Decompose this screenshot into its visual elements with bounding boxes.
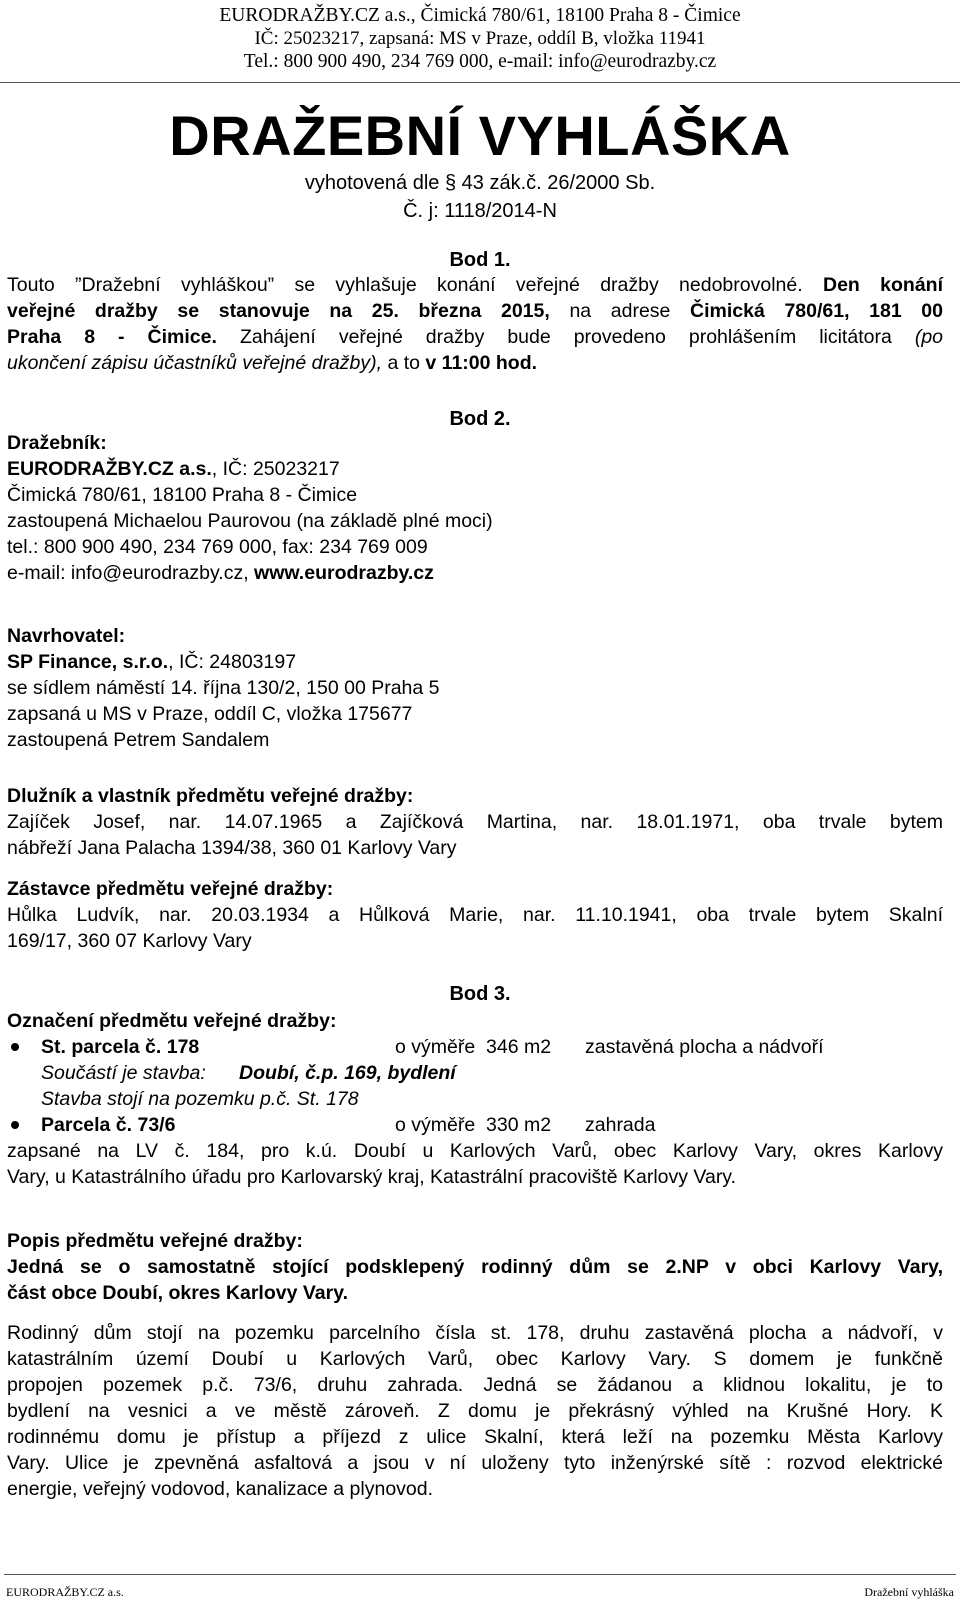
proposer-seat: se sídlem náměstí 14. října 130/2, 150 00 Praha 5 bbox=[7, 677, 440, 699]
proposer-block bbox=[7, 623, 943, 753]
auctioneer-website-link[interactable]: www.eurodrazby.cz bbox=[254, 562, 434, 584]
description-line-5: rodinnému domu je přístup a příjezd z ulice Skalní, která leží na pozemku Města Karlovy bbox=[7, 1426, 943, 1448]
section-heading-bod3: Bod 3. bbox=[449, 983, 511, 1005]
proposer-registration: zapsaná u MS v Praze, oddíl C, vložka 175677 bbox=[7, 703, 413, 725]
bod1-line-2: veřejné dražby se stanovuje na 25. března 2015, na adrese Čimická 780/61, 181 00 bbox=[7, 300, 943, 322]
footer-document-name: Dražební vyhláška bbox=[864, 1585, 954, 1599]
description-line-1: Rodinný dům stojí na pozemku parcelního čísla st. 178, druhu zastavěná plocha a nádvoří, v bbox=[7, 1322, 943, 1344]
debtor-line-1: Zajíček Josef, nar. 14.07.1965 a Zajíčková Martina, nar. 18.01.1971, oba trvale bytem bbox=[7, 811, 943, 833]
footer-company: EURODRAŽBY.CZ a.s. bbox=[6, 1585, 124, 1599]
description-summary-line-2: část obce Doubí, okres Karlovy Vary. bbox=[7, 1282, 349, 1304]
parcel-1-type: zastavěná plocha a nádvoří bbox=[585, 1036, 824, 1058]
section-bod1 bbox=[7, 272, 943, 376]
debtor-block bbox=[7, 783, 943, 861]
parcel-2-area: o výměře 330 m2 bbox=[395, 1114, 552, 1136]
description-block bbox=[7, 1228, 943, 1306]
page-footer bbox=[4, 1574, 956, 1599]
page-title: DRAŽEBNÍ VYHLÁŠKA bbox=[169, 104, 791, 167]
bod1-line-3: Praha 8 - Čimice. Zahájení veřejné dražby bude provedeno prohlášením licitátora (po bbox=[7, 326, 944, 348]
parcel-1-stands-on: Stavba stojí na pozemku p.č. St. 178 bbox=[41, 1088, 359, 1110]
auctioneer-name-line: EURODRAŽBY.CZ a.s., IČ: 25023217 bbox=[7, 458, 340, 480]
parcel-1-component: Součástí je stavba: Doubí, č.p. 169, bydlení bbox=[41, 1062, 456, 1084]
auctioneer-phone: tel.: 800 900 490, 234 769 000, fax: 234 769 009 bbox=[7, 536, 428, 558]
section-heading-bod2: Bod 2. bbox=[449, 408, 511, 430]
bod1-line-1: Touto ”Dražební vyhláškou” se vyhlašuje konání veřejné dražby nedobrovolné. Den konání bbox=[7, 274, 943, 296]
debtor-line-2: nábřeží Jana Palacha 1394/38, 360 01 Karlovy Vary bbox=[7, 837, 457, 859]
section-bod2 bbox=[7, 430, 943, 586]
parcel-2-type: zahrada bbox=[585, 1114, 656, 1136]
pledger-line-1: Hůlka Ludvík, nar. 20.03.1934 a Hůlková Marie, nar. 11.10.1941, oba trvale bytem Skalní bbox=[7, 904, 943, 926]
proposer-representative: zastoupená Petrem Sandalem bbox=[7, 729, 270, 751]
description-summary-line-1: Jedná se o samostatně stojící podsklepený rodinný dům se 2.NP v obci Karlovy Vary, bbox=[7, 1256, 943, 1278]
description-line-4: bydlení na vesnici a ve městě zároveň. Z domu je překrásný výhled na Krušné Hory. K bbox=[7, 1400, 943, 1422]
letterhead bbox=[0, 0, 960, 73]
lv-line-1: zapsané na LV č. 184, pro k.ú. Doubí u Karlových Varů, obec Karlovy Vary, okres Karlovy bbox=[7, 1140, 943, 1162]
description-line-2: katastrálním území Doubí u Karlových Varů, obec Karlovy Vary. S domem je funkčně bbox=[7, 1348, 943, 1370]
description-line-3: propojen pozemek p.č. 73/6, druhu zahrada. Jedná se žádanou a klidnou lokalitu, je to bbox=[7, 1374, 943, 1396]
letterhead-line-1: EURODRAŽBY.CZ a.s., Čimická 780/61, 18100 Praha 8 - Čimice bbox=[219, 5, 741, 26]
letterhead-divider bbox=[0, 82, 960, 83]
bod1-line-4: ukončení zápisu účastníků veřejné dražby), a to v 11:00 hod. bbox=[7, 352, 538, 374]
auctioneer-contact: e-mail: info@eurodrazby.cz, www.eurodrazby.cz bbox=[7, 562, 434, 584]
proposer-label: Navrhovatel: bbox=[7, 625, 126, 647]
section-heading-bod1: Bod 1. bbox=[449, 249, 511, 271]
proposer-name-line: SP Finance, s.r.o., IČ: 24803197 bbox=[7, 651, 297, 673]
letterhead-line-2: IČ: 25023217, zapsaná: MS v Praze, oddíl B, vložka 11941 bbox=[254, 28, 706, 49]
pledger-line-2: 169/17, 360 07 Karlovy Vary bbox=[7, 930, 252, 952]
auctioneer-address: Čimická 780/61, 18100 Praha 8 - Čimice bbox=[7, 484, 358, 506]
description-line-6: Vary. Ulice je zpevněná asfaltová a jsou v ní uloženy tyto inženýrské sítě : rozvod elektrické bbox=[7, 1452, 943, 1474]
list-item-parcel-178 bbox=[7, 1034, 943, 1060]
subtitle: vyhotovená dle § 43 zák.č. 26/2000 Sb. bbox=[304, 172, 656, 194]
auctioneer-label: Dražebník: bbox=[7, 432, 107, 454]
reference-number: Č. j: 1118/2014-N bbox=[403, 200, 557, 222]
parcel-2-name: Parcela č. 73/6 bbox=[41, 1114, 176, 1136]
lv-line-2: Vary, u Katastrálního úřadu pro Karlovarský kraj, Katastrální pracoviště Karlovy Vary. bbox=[7, 1166, 737, 1188]
description-paragraph bbox=[7, 1320, 943, 1502]
parcel-1-name: St. parcela č. 178 bbox=[41, 1036, 200, 1058]
pledger-block bbox=[7, 876, 943, 954]
bullet-icon bbox=[11, 1043, 19, 1051]
debtor-label: Dlužník a vlastník předmětu veřejné dražby: bbox=[7, 785, 414, 807]
auctioneer-representative: zastoupená Michaelou Paurovou (na základě plné moci) bbox=[7, 510, 493, 532]
pledger-label: Zástavce předmětu veřejné dražby: bbox=[7, 878, 334, 900]
description-line-7: energie, veřejný vodovod, kanalizace a plynovod. bbox=[7, 1478, 434, 1500]
list-item-parcel-73-6 bbox=[7, 1112, 943, 1138]
bullet-icon bbox=[11, 1121, 19, 1129]
parcel-1-area: o výměře 346 m2 bbox=[395, 1036, 552, 1058]
letterhead-line-3: Tel.: 800 900 490, 234 769 000, e-mail: info@eurodrazby.cz bbox=[243, 51, 717, 72]
subject-label: Označení předmětu veřejné dražby: bbox=[7, 1010, 337, 1032]
section-bod3 bbox=[7, 1008, 943, 1190]
description-label: Popis předmětu veřejné dražby: bbox=[7, 1230, 303, 1252]
